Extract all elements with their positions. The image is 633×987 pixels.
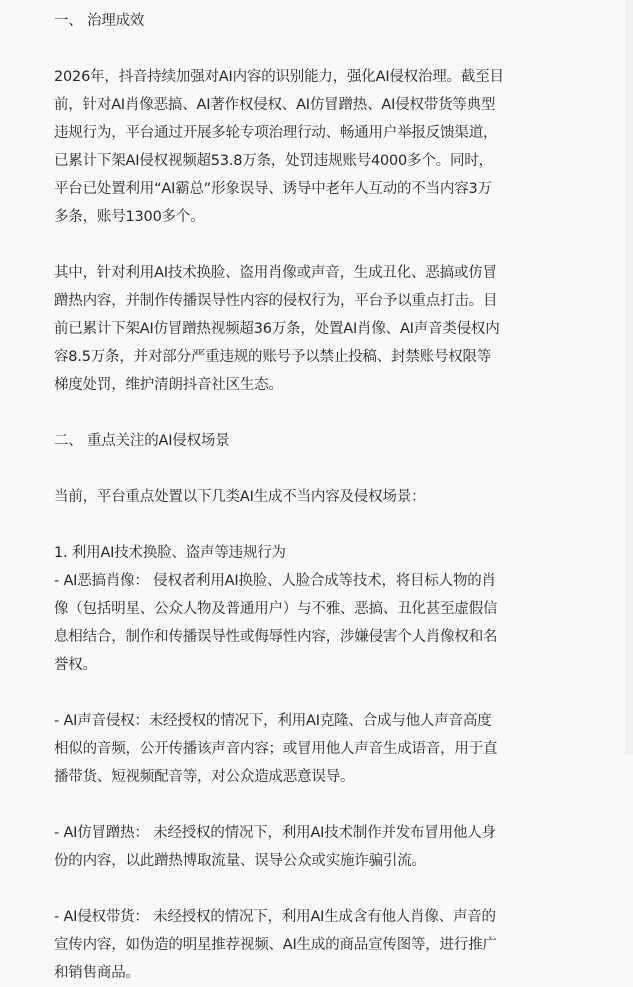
section-heading-ai-infringement-scenarios: 二、 重点关注的AI侵权场景: [54, 433, 230, 449]
bullet-ai-infringing-sales: - AI侵权带货： 未经授权的情况下，利用AI生成含有他人肖像、声音的宣传内容，如伪造的明星推荐视频、AI生成的商品宣传图等，进行推广和销售商品。: [54, 909, 497, 981]
bullet-ai-impersonation: - AI仿冒蹭热： 未经授权的情况下，利用AI技术制作并发布冒用他人身份的内容，以此蹭热博取流量、误导公众或实施诈骗引流。: [54, 825, 496, 869]
list-item-title-face-swap: 1. 利用AI技术换脸、盗声等违规行为: [54, 545, 286, 561]
paragraph-scenarios-intro: 当前，平台重点处置以下几类AI生成不当内容及侵权场景：: [54, 489, 426, 505]
document-body: [54, 0, 504, 987]
bullet-ai-portrait-spoof: - AI恶搞肖像： 侵权者利用AI换脸、人脸合成等技术，将目标人物的肖像（包括明星、公众人物及普通用户）与不雅、恶搞、丑化甚至虚假信息相结合，制作和传播误导性或侮辱性内容，涉嫌侵害个人肖像权和名誉权。: [54, 573, 498, 673]
scrollbar-track[interactable]: [625, 0, 633, 755]
paragraph-key-crackdown: 其中，针对利用AI技术换脸、盗用肖像或声音，生成丑化、恶搞或仿冒蹭热内容，并制作传播误导性内容的侵权行为，平台予以重点打击。目前已累计下架AI仿冒蹭热视频超36万条，处置AI肖像、AI声音类侵权内容8.5万条，并对部分严重违规的账号予以禁止投稿、封禁账号权限等梯度处罚，维护清朗抖音社区生态。: [54, 265, 500, 393]
bullet-ai-voice-infringement: - AI声音侵权：未经授权的情况下，利用AI克隆、合成与他人声音高度相似的音频，公开传播该声音内容；或冒用他人声音生成语音，用于直播带货、短视频配音等，对公众造成恶意误导。: [54, 713, 498, 785]
section-heading-governance-results: 一、 治理成效: [54, 13, 145, 29]
paragraph-governance-summary: 2026年，抖音持续加强对AI内容的识别能力，强化AI侵权治理。截至目前，针对AI肖像恶搞、AI著作权侵权、AI仿冒蹭热、AI侵权带货等典型违规行为，平台通过开展多轮专项治理行动、畅通用户举报反馈渠道，已累计下架AI侵权视频超53.8万条，处罚违规账号4000多个。同时，平台已处置利用“AI霸总”形象误导、诱导中老年人互动的不当内容3万多条，账号1300多个。: [54, 69, 504, 225]
